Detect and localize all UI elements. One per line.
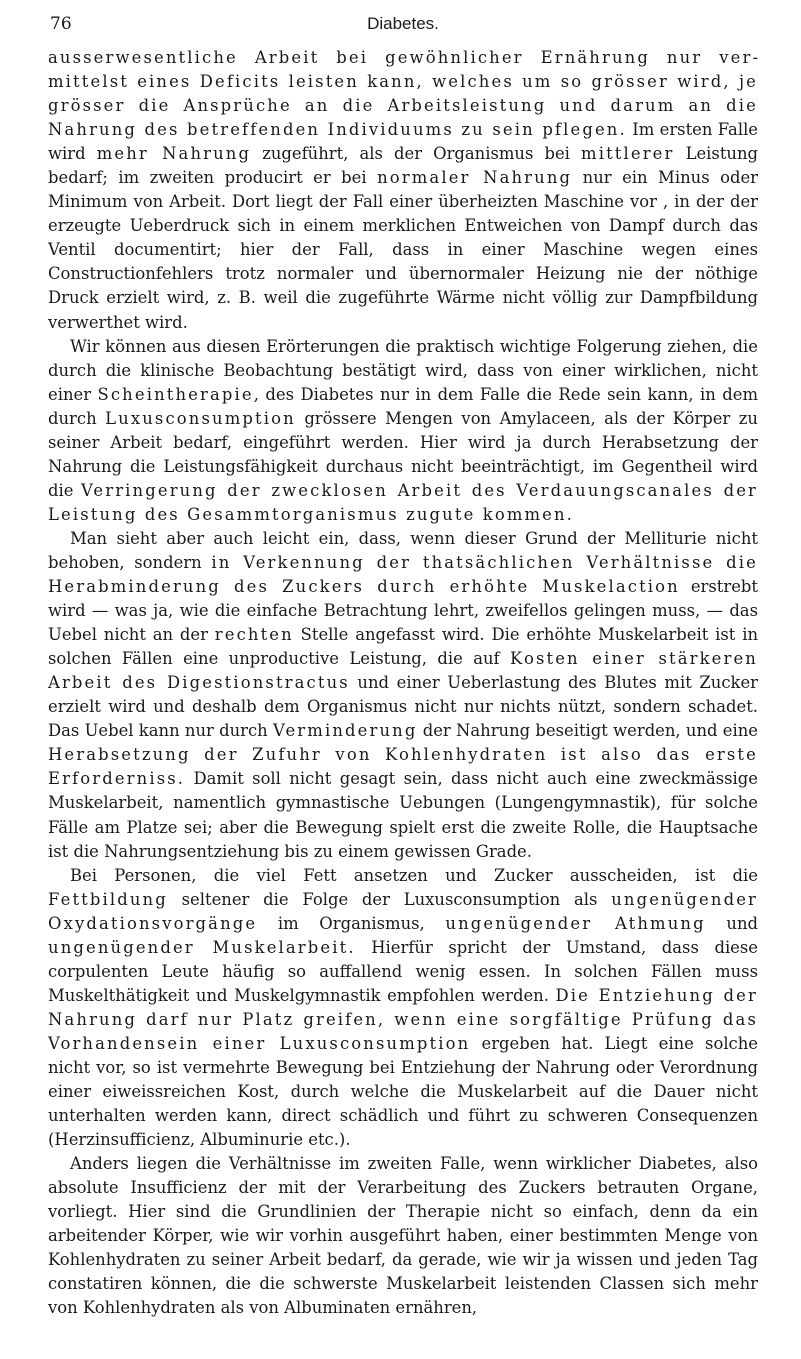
emphasized-text: Die Entziehung der Nahrung darf nur Platz greifen, wenn eine sorgfältige Prüfung das Vorhandensein einer Luxusconsumption — [48, 985, 758, 1053]
emphasized-text: Herabsetzung der Zufuhr von Kohlenhydraten ist also das erste Erforderniss. — [48, 745, 758, 789]
emphasized-text: mehr Nahrung — [96, 144, 252, 164]
text-run: ergeben hat. Liegt eine solche nicht vor, so ist vermehrte Bewegung bei Entziehung der Nahrung oder Verordnung einer eiweissreichen Kost, durch welche die Muskelarbeit auf die Dauer nicht unterhalten werden kann, direct schädlich und führt zu schweren Consequenzen (Herzinsufficienz, Albuminurie etc.). — [48, 1033, 758, 1150]
text-run: Leistung bedarf; im zweiten producirt er bei — [48, 144, 759, 188]
text-run: Damit soll nicht gesagt sein, dass nicht auch eine zweckmässige Muskelarbeit, namentlich gymnastische Uebungen (Lungengymnastik), für solche Fälle am Platze sei; aber die Bewegung spielt erst die zweite Rolle, die Hauptsache ist die Nahrungsentziehung bis zu einem gewissen Grade. — [48, 769, 758, 861]
emphasized-text: Scheintherapie — [97, 384, 254, 404]
text-run: und einer Ueberlastung des Blutes mit Zucker erzielt wird und deshalb dem Organismus nicht nur nichts nützt, sondern schadet. Das Uebel kann nur durch — [48, 673, 759, 741]
body-text — [48, 46, 758, 1320]
emphasized-text: ungenügender Oxydationsvorgänge — [48, 889, 758, 933]
text-run: Anders liegen die Verhältnisse im zweiten Falle, wenn wirklicher Diabetes, also absolute Insufficienz der mit der Verarbeitung des Zuckers betrauten Organe, vorliegt. Hier sind die Grundlinien der Therapie nicht so einfach, denn da ein arbeitender Körper, wie wir vorhin ausgeführt haben, einer bestimmten Menge von Kohlenhydraten zu seiner Arbeit bedarf, da gerade, wie wir ja wissen und jeden Tag constatiren können, die die schwerste Muskelarbeit leistenden Classen sich mehr von Kohlenhydraten als von Albuminaten ernähren, — [48, 1154, 758, 1318]
paragraph — [48, 335, 758, 527]
text-run: der Nahrung beseitigt werden, und eine — [417, 721, 758, 741]
emphasized-text: Kosten einer stärkeren Arbeit des Digestionstractus — [48, 649, 758, 693]
text-run: nur ein Minus oder Minimum von Arbeit. Dort liegt der Fall einer überheizten Maschine vor , in der der erzeugte Ueberdruck sich in einem merklichen Entweichen von Dampf durch das Ventil documentirt; hier der Fall, dass in einer Maschine wegen eines Constructionfehlers trotz normaler und übernormaler Heizung nie der nöthige Druck erzielt wird, z. B. weil die zugeführte Wärme nicht völlig zur Dampfbildung verwerthet wird. — [48, 168, 758, 332]
paragraph — [48, 1152, 758, 1320]
paragraph — [48, 46, 758, 335]
text-run: Hierfür spricht der Umstand, dass diese corpulenten Leute häufig so auffallend wenig essen. In solchen Fällen muss Muskelthätigkeit und Muskelgymnastik empfohlen werden. — [48, 937, 758, 1005]
text-run: , des Diabetes nur in dem Falle die Rede sein kann, in dem durch — [48, 384, 758, 428]
text-run: Man sieht aber auch leicht ein, dass, wenn dieser Grund der Melliturie nicht behoben, sondern — [48, 528, 758, 572]
emphasized-text: normaler Nahrung — [377, 168, 573, 188]
emphasized-text: ungenügender Muskelarbeit. — [48, 937, 356, 957]
text-run: seltener die Folge der Luxusconsumption als — [167, 889, 612, 909]
text-run: Stelle angefasst wird. Die erhöhte Muskelarbeit ist in solchen Fällen eine unproductive Leistung, die auf — [48, 625, 758, 669]
page-header — [48, 0, 758, 46]
text-run: Bei Personen, die viel Fett ansetzen und Zucker ausscheiden, ist die — [70, 865, 758, 885]
text-run: Wir können aus diesen Erörterungen die praktisch wichtige Folgerung ziehen, die durch die klinische Beobachtung bestätigt wird, dass von einer wirklichen, nicht einer — [48, 336, 758, 404]
emphasized-text: ungenügender Athmung — [445, 913, 706, 933]
paragraph — [48, 864, 758, 1153]
emphasized-text: Verminderung — [273, 721, 418, 741]
running-title: Diabetes. — [367, 14, 439, 33]
text-run: und — [705, 913, 758, 933]
text-run: zugeführt, als der Organismus bei — [251, 144, 582, 164]
emphasized-text: ausserwesentliche Arbeit bei gewöhnlicher Ernährung nur vermittelst eines Deficits leisten kann, welches um so grösser wird, je grösser die Ansprüche an die Arbeitsleistung und darum an die Nahrung des betreffenden Individuums zu sein pflegen. — [48, 48, 758, 140]
text-run: im Organismus, — [257, 913, 446, 933]
emphasized-text: Verringerung der zwecklosen Arbeit des Verdauungscanales der Leistung des Gesammtorganismus zugute kommen. — [48, 480, 758, 524]
emphasized-text: rechten — [214, 625, 294, 645]
book-page — [48, 0, 758, 1359]
emphasized-text: Luxusconsumption — [105, 408, 296, 428]
emphasized-text: mittlerer — [581, 144, 675, 164]
text-run: Im ersten Falle wird — [48, 120, 759, 164]
emphasized-text: in Verkennung der thatsächlichen Verhältnisse die Herabminderung des Zuckers durch erhöhte Muskelaction — [48, 552, 758, 597]
emphasized-text: Fettbildung — [48, 889, 168, 909]
text-run: erstrebt wird — was ja, wie die einfache Betrachtung lehrt, zweifellos gelingen muss, — das Uebel nicht an der — [48, 577, 758, 645]
page-number: 76 — [50, 14, 72, 34]
text-run: grössere Mengen von Amylaceen, als der Körper zu seiner Arbeit bedarf, eingeführt werden. Hier wird ja durch Herabsetzung der Nahrung die Leistungsfähigkeit durchaus nicht beeinträchtigt, im Gegentheil wird die — [48, 408, 758, 500]
paragraph — [48, 527, 758, 864]
